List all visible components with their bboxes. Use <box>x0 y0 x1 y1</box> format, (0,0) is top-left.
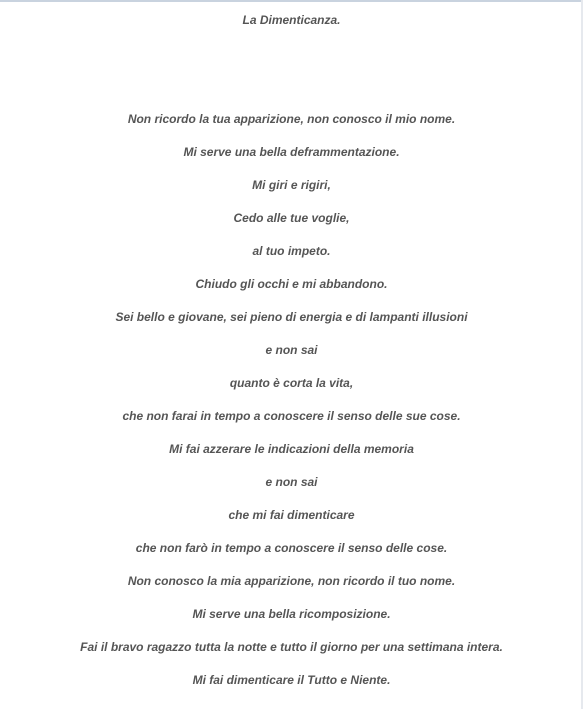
poem-line: Mi fai azzerare le indicazioni della memoria <box>169 442 414 456</box>
poem-line: Sei bello e giovane, sei pieno di energia e di lampanti illusioni <box>115 310 468 324</box>
poem-line: Mi fai dimenticare il Tutto e Niente. <box>192 673 391 687</box>
poem-line: Mi serve una bella ricomposizione. <box>192 607 391 621</box>
poem-line: che mi fai dimenticare <box>228 508 355 522</box>
poem-line: Non ricordo la tua apparizione, non conosco il mio nome. <box>127 112 456 126</box>
poem-line: Cedo alle tue voglie, <box>233 211 350 225</box>
top-border <box>0 0 583 2</box>
poem-line: Mi giri e rigiri, <box>252 178 331 192</box>
poem-title: La Dimenticanza. <box>242 13 341 27</box>
poem-line: che non farò in tempo a conoscere il senso delle cose. <box>135 541 448 555</box>
poem-line: Chiudo gli occhi e mi abbandono. <box>195 277 388 291</box>
poem-line: Fai il bravo ragazzo tutta la notte e tutto il giorno per una settimana intera. <box>80 640 503 654</box>
poem-line: che non farai in tempo a conoscere il senso delle sue cose. <box>122 409 461 423</box>
poem-line: Mi serve una bella deframmentazione. <box>183 145 400 159</box>
poem-line: e non sai <box>265 475 318 489</box>
poem-line: quanto è corta la vita, <box>229 376 354 390</box>
poem-line: al tuo impeto. <box>252 244 331 258</box>
poem-line: e non sai <box>265 343 318 357</box>
poem-line: Non conosco la mia apparizione, non ricordo il tuo nome. <box>127 574 456 588</box>
